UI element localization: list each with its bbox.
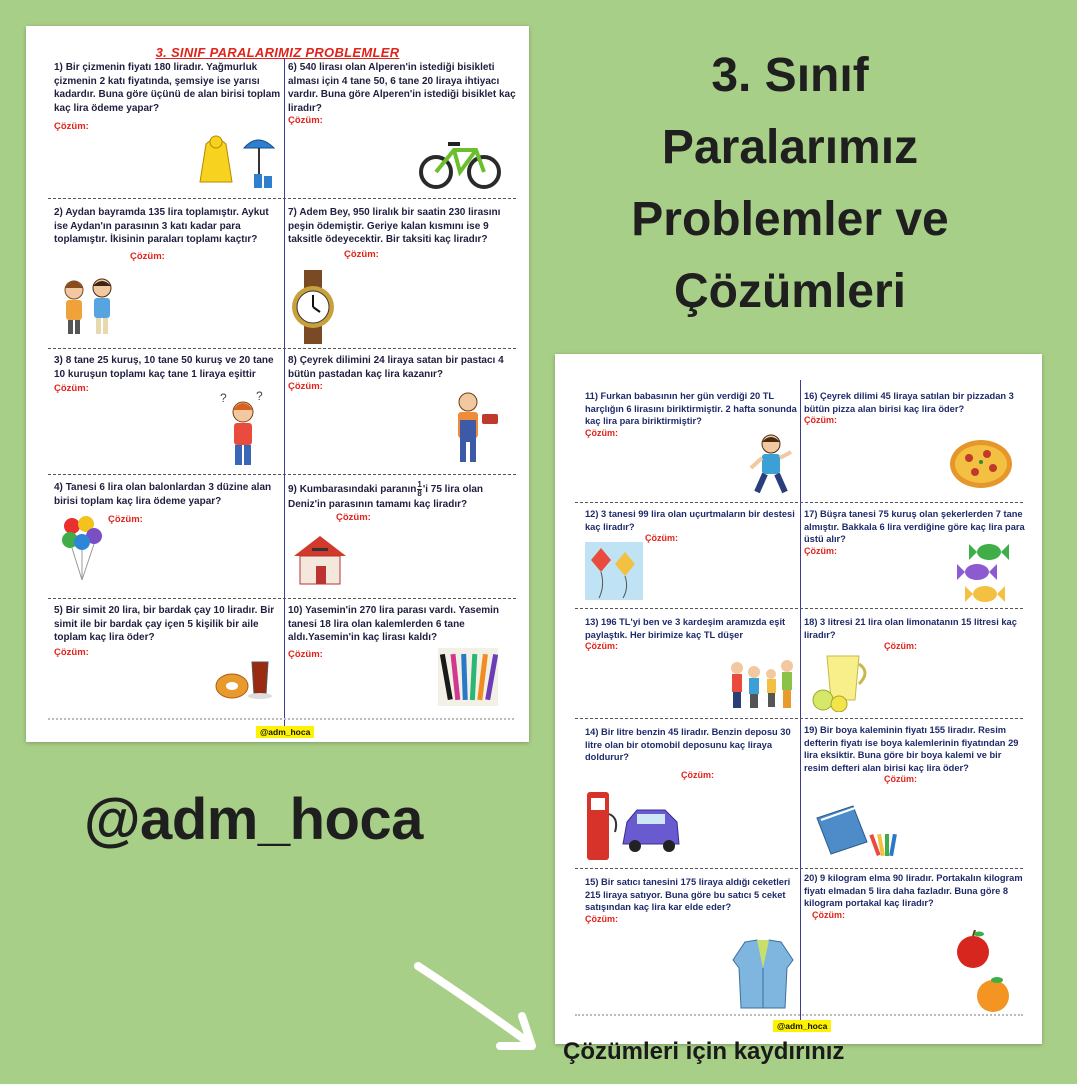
raincoat-umbrella-boots-icon	[196, 130, 278, 192]
question-number: 9)	[288, 484, 297, 496]
row-divider	[48, 198, 516, 199]
answer-label: Çözüm:	[54, 383, 89, 394]
answer-label: Çözüm:	[54, 121, 89, 132]
question-16	[804, 390, 1026, 425]
scroll-hint: Çözümleri için kaydırınız	[563, 1038, 845, 1065]
answer-label: Çözüm:	[288, 381, 323, 392]
answer-label: Çözüm:	[804, 545, 837, 556]
pens-icon	[438, 648, 498, 706]
answer-label: Çözüm:	[681, 769, 714, 780]
question-number: 7)	[288, 207, 297, 218]
question-11	[585, 390, 799, 438]
worksheet-title: 3. SINIF PARALARIMIZ PROBLEMLER	[155, 45, 400, 60]
question-number: 20)	[804, 873, 818, 883]
svg-text:?: ?	[220, 391, 227, 405]
column-divider	[800, 380, 801, 1032]
thinking-boy-icon	[218, 390, 268, 470]
running-boy-icon	[749, 432, 793, 498]
title-line: Problemler ve	[631, 193, 949, 246]
answer-label: Çözüm:	[812, 909, 845, 920]
worksheet-page-1	[26, 26, 529, 742]
question-number: 6)	[288, 62, 297, 73]
question-text: Bir satıcı tanesini 175 liraya aldığı ceketleri 215 liraya satıyor. Buna göre bu satıcı 5 ceket satışından kaç lira kar elde eder?	[585, 877, 791, 912]
question-text: 8 tane 25 kuruş, 10 tane 50 kuruş ve 20 tane 10 kuruşun toplamı kaç tane 1 liraya eşittir	[54, 355, 274, 380]
column-divider	[284, 58, 285, 734]
question-text: 9 kilogram elma 90 liradır. Portakalın kilogram fiyatı elmadan 5 lira daha fazladır. Buna göre 8 kilogram portakal kaç liradır?	[804, 873, 1023, 908]
bicycle-icon	[418, 134, 502, 190]
question-2	[54, 206, 282, 262]
answer-label: Çözüm:	[288, 648, 323, 660]
question-15	[585, 876, 799, 924]
question-text: Adem Bey, 950 liralık bir saatin 230 lirasını peşin ödemiştir. Geriye kalan kısmını ise 9 taksitle ödeyecektir. Bir taksiti kaç liradır?	[288, 207, 501, 245]
question-number: 3)	[54, 355, 63, 366]
question-19	[804, 724, 1026, 784]
footer-handle: @adm_hoca	[773, 1020, 831, 1032]
question-text: Bir çizmenin fiyatı 180 liradır. Yağmurluk çizmenin 2 katı fiyatında, şemsiye ise yarısı kadardır. Buna göre üçünü de alan birisi toplam kaç lira ödeme yapar?	[54, 62, 281, 114]
answer-label: Çözüm:	[344, 248, 379, 260]
question-text: Tanesi 6 lira olan balonlardan 3 düzine alan birisi toplam kaç lira ödeme yapar?	[54, 482, 272, 507]
row-divider	[48, 474, 516, 475]
answer-label: Çözüm:	[884, 641, 917, 651]
answer-label: Çözüm:	[585, 641, 618, 651]
row-divider	[48, 348, 516, 349]
row-divider	[48, 598, 516, 599]
question-text: Furkan babasının her gün verdiği 20 TL harçlığın 6 lirasını biriktirmiştir. 2 hafta sonunda kaç lira para biriktirmiştir?	[585, 391, 797, 426]
baker-icon	[446, 390, 502, 468]
gas-pump-car-icon	[585, 788, 683, 864]
children-icon	[58, 276, 122, 338]
question-number: 11)	[585, 391, 598, 401]
question-text: Çeyrek dilimini 24 liraya satan bir pastacı 4 bütün pastadan kaç lira kazanır?	[288, 355, 504, 380]
question-text: Büşra tanesi 75 kuruş olan şekerlerden 7 tane almıştır. Bakkala 6 lira verdiğine göre kaç lira para üstü alır?	[804, 509, 1025, 544]
question-number: 16)	[804, 391, 818, 401]
question-8	[288, 354, 518, 392]
question-number: 2)	[54, 207, 63, 218]
answer-label: Çözüm:	[585, 427, 618, 438]
question-3	[54, 354, 282, 394]
answer-label: Çözüm:	[108, 514, 143, 525]
simit-tea-icon	[212, 640, 276, 702]
swipe-arrow-icon	[410, 960, 550, 1060]
question-number: 18)	[804, 617, 818, 627]
question-text: 3 litresi 21 lira olan limonatanın 15 litresi kaç liradır?	[804, 617, 1017, 640]
question-12	[585, 508, 799, 543]
question-14	[585, 726, 799, 780]
question-number: 14)	[585, 727, 599, 737]
wristwatch-icon	[288, 270, 338, 344]
question-number: 10)	[288, 605, 303, 616]
row-divider	[575, 718, 1023, 719]
lemonade-icon	[809, 650, 875, 712]
question-number: 4)	[54, 482, 63, 493]
footer-divider	[575, 1014, 1023, 1016]
footer-divider	[48, 718, 514, 720]
question-text: 196 TL'yi ben ve 3 kardeşim aramızda eşit paylaştık. Her birimize kaç TL düşer	[585, 617, 786, 640]
author-handle: @adm_hoca	[84, 787, 423, 852]
answer-label: Çözüm:	[336, 511, 371, 523]
answer-label: Çözüm:	[54, 646, 89, 658]
question-text: 3 tanesi 99 lira olan uçurtmaların bir destesi kaç liradır?	[585, 509, 795, 532]
question-text: Bir simit 20 lira, bir bardak çay 10 liradır. Bir simit ile bir bardak çay içen 5 kişilik bir aile toplam kaç lira öder?	[54, 605, 275, 643]
question-text: 540 lirası olan Alperen'in istediği bisikleti alması için 4 tane 50, 6 tane 20 liraya ihtiyacı vardır. Buna göre Alperen'in istediği bisiklet kaç liradır?	[288, 62, 516, 114]
candies-icon	[955, 540, 1015, 606]
title-line: 3. Sınıf	[711, 49, 869, 102]
question-text: Çeyrek dilimi 45 liraya satılan bir pizzadan 3 bütün pizza alan birisi kaç lira öder?	[804, 391, 1014, 414]
worksheet-page-2	[555, 354, 1042, 1044]
row-divider	[575, 608, 1023, 609]
question-number: 12)	[585, 509, 599, 519]
row-divider	[575, 502, 1023, 503]
question-text: Aydan bayramda 135 lira toplamıştır. Aykut ise Aydan'ın parasının 3 katı kadar para toplamıştır. İkisinin paraları toplamı kaçtır?	[54, 207, 269, 245]
footer-handle: @adm_hoca	[256, 726, 314, 738]
question-6	[288, 61, 518, 126]
svg-text:?: ?	[256, 390, 263, 403]
question-text-end: 'i 75 lira olan Deniz'in parasının tamamı kaç liradır?	[288, 484, 484, 510]
question-text: Yasemin'in 270 lira parası vardı. Yasemin tanesi 18 lira olan kalemlerden 6 tane aldı.Yasemin'in kaç lirası kaldı?	[288, 605, 500, 643]
question-1	[54, 61, 282, 132]
row-divider	[575, 868, 1023, 869]
jacket-icon	[731, 938, 795, 1010]
fraction: $\frac{1}{8}$	[417, 480, 422, 498]
siblings-icon	[727, 654, 797, 714]
question-number: 15)	[585, 877, 599, 887]
pizza-icon	[949, 438, 1013, 490]
question-number: 13)	[585, 617, 599, 627]
question-18	[804, 616, 1026, 651]
page-title	[560, 40, 1020, 328]
question-text: Bir litre benzin 45 liradır. Benzin deposu 30 litre olan bir otomobil deposunu kaç liraya doldurur?	[585, 727, 791, 762]
notebook-crayons-icon	[813, 802, 903, 862]
kites-icon	[585, 542, 643, 600]
title-line: Paralarımız	[661, 121, 919, 174]
question-number: 8)	[288, 355, 297, 366]
question-20	[804, 872, 1026, 920]
answer-label: Çözüm:	[804, 415, 837, 425]
balloons-icon	[60, 514, 104, 584]
question-7	[288, 206, 518, 260]
answer-label: Çözüm:	[130, 250, 165, 262]
question-13	[585, 616, 799, 651]
title-line: Çözümleri	[673, 265, 907, 318]
question-number: 5)	[54, 605, 63, 616]
question-text-start: Kumbarasındaki paranın	[299, 484, 417, 496]
piggy-bank-house-icon	[288, 530, 352, 588]
answer-label: Çözüm:	[288, 115, 323, 126]
question-number: 17)	[804, 509, 818, 519]
question-9	[288, 481, 518, 523]
question-number: 19)	[804, 725, 818, 735]
question-number: 1)	[54, 62, 63, 73]
answer-label: Çözüm:	[645, 533, 678, 543]
answer-label: Çözüm:	[884, 774, 917, 784]
apple-orange-icon	[951, 930, 1015, 1014]
answer-label: Çözüm:	[585, 913, 618, 924]
question-text: Bir boya kaleminin fiyatı 155 liradır. Resim defterin fiyatı ise boya kalemlerinin fiyatından 29 lira eksiktir. Buna göre bir boya kalemi ve bir resim defteri alan birisi kaç lira öder?	[804, 725, 1019, 773]
